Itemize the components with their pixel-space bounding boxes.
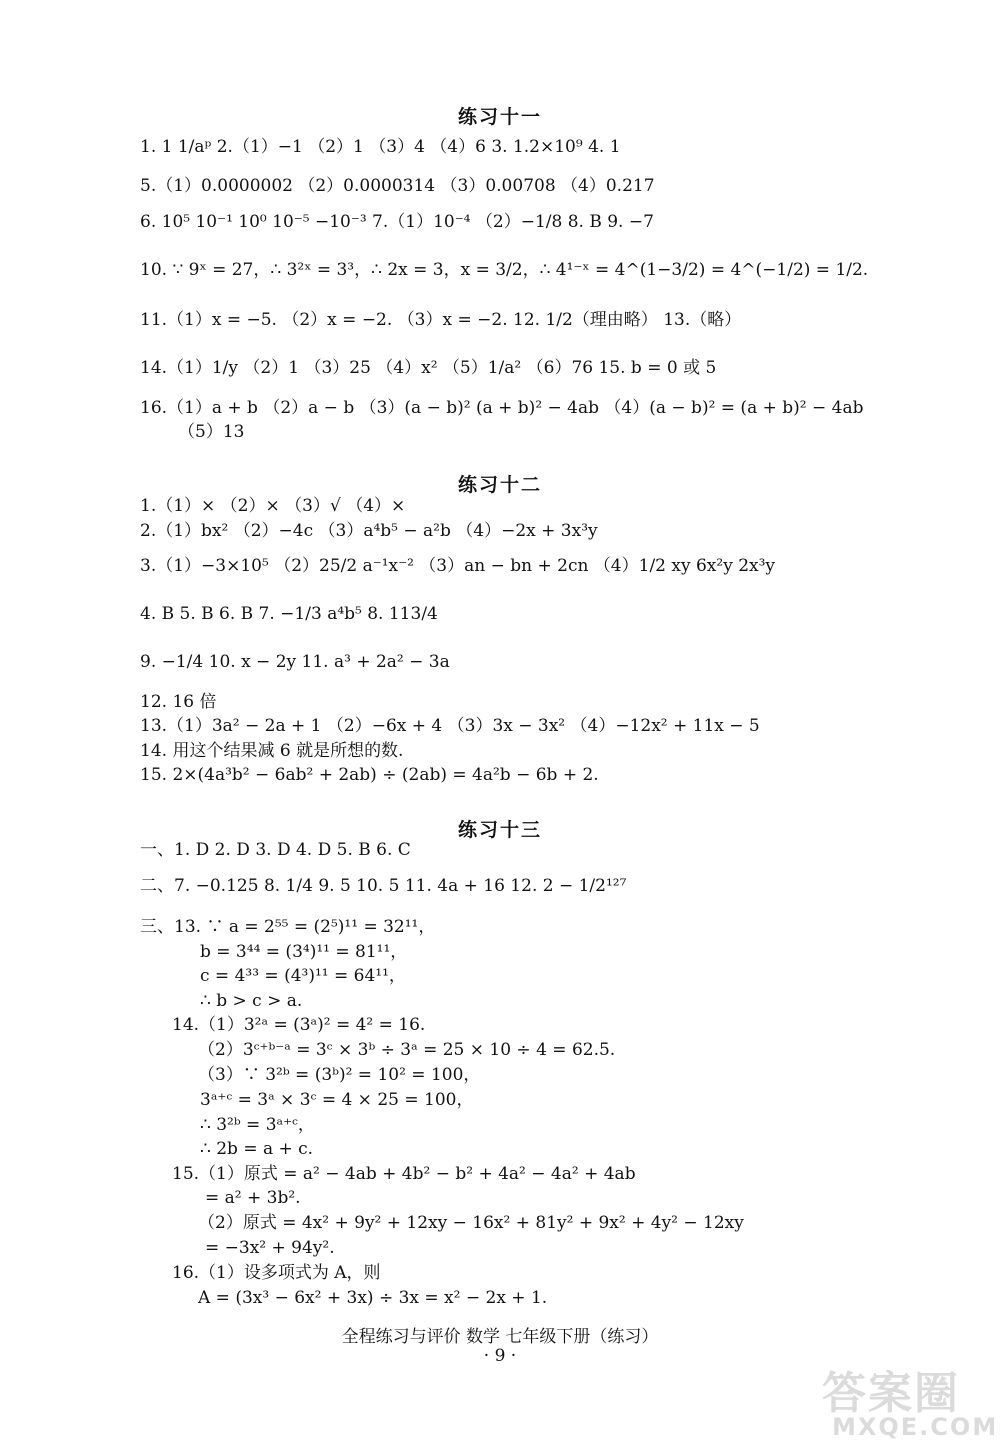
answer-line: （2）原式 = 4x² + 9y² + 12xy − 16x² + 81y² + 9x² + 4y² − 12xy (198, 1213, 744, 1233)
answer-line: 2.（1）bx² （2）−4c （3）a⁴b⁵ − a²b （4）−2x + 3x³y (140, 521, 598, 541)
answer-line: （3）∵ 3²ᵇ = (3ᵇ)² = 10² = 100， (198, 1065, 481, 1085)
answer-line: 14. 用这个结果减 6 就是所想的数. (140, 741, 404, 761)
answer-line: 三、13. ∵ a = 2⁵⁵ = (2⁵)¹¹ = 32¹¹， (140, 917, 436, 937)
page-number: · 9 · (483, 1346, 517, 1366)
answer-line: c = 4³³ = (4³)¹¹ = 64¹¹， (200, 966, 406, 986)
answer-line: 3.（1）−3×10⁵ （2）25/2 a⁻¹x⁻² （3）an − bn + 2cn （4）1/2 xy 6x²y 2x³y (140, 556, 776, 576)
answer-line: 14.（1）1/y （2）1 （3）25 （4）x² （5）1/a² （6）76 15. b = 0 或 5 (140, 358, 717, 378)
answer-line: 13.（1）3a² − 2a + 1 （2）−6x + 4 （3）3x − 3x² （4）−12x² + 11x − 5 (140, 716, 760, 736)
answer-line: 1.（1）× （2）× （3）√ （4）× (140, 496, 406, 516)
answer-line: 10. ∵ 9ˣ = 27，∴ 3²ˣ = 3³，∴ 2x = 3，x = 3/2，∴ 4¹⁻ˣ = 4^(1−3/2) = 4^(−1/2) = 1/2. (140, 260, 869, 280)
answer-line: 12. 16 倍 (140, 692, 217, 712)
answer-line: 16.（1）设多项式为 A，则 (172, 1263, 381, 1283)
section-title-11: 练习十一 (457, 106, 542, 128)
watermark-main: 答案圈 (822, 1368, 960, 1419)
section-title-12: 练习十二 (457, 474, 542, 496)
answer-line: （2）3ᶜ⁺ᵇ⁻ᵃ = 3ᶜ × 3ᵇ ÷ 3ᵃ = 25 × 10 ÷ 4 = 62.5. (198, 1040, 616, 1060)
watermark-logo (812, 1355, 999, 1445)
answer-line: 9. −1/4 10. x − 2y 11. a³ + 2a² − 3a (140, 652, 450, 672)
answer-line: ∴ 2b = a + c. (200, 1139, 314, 1159)
answer-line: 11.（1）x = −5. （2）x = −2. （3）x = −2. 12. 1/2（理由略） 13.（略） (140, 310, 742, 330)
answer-line: 4. B 5. B 6. B 7. −1/3 a⁴b⁵ 8. 113/4 (140, 604, 438, 624)
answer-line: 5.（1）0.0000002 （2）0.0000314 （3）0.00708 （4）0.217 (140, 176, 655, 196)
answer-line: = a² + 3b². (205, 1188, 301, 1208)
answer-line: = −3x² + 94y². (205, 1238, 335, 1258)
answer-line: 二、7. −0.125 8. 1/4 9. 5 10. 5 11. 4a + 16 12. 2 − 1/2¹²⁷ (140, 876, 627, 896)
answer-line: A = (3x³ − 6x² + 3x) ÷ 3x = x² − 2x + 1. (198, 1288, 548, 1308)
answer-line: （5）13 (178, 422, 245, 442)
answer-line: 16.（1）a + b （2）a − b （3）(a − b)² (a + b)² − 4ab （4）(a − b)² = (a + b)² − 4ab (140, 398, 864, 418)
answer-line: 1. 1 1/aᵖ 2.（1）−1 （2）1 （3）4 （4）6 3. 1.2×10⁹ 4. 1 (140, 137, 621, 157)
answer-line: 14.（1）3²ᵃ = (3ᵃ)² = 4² = 16. (172, 1015, 426, 1035)
answer-line: 15.（1）原式 = a² − 4ab + 4b² − b² + 4a² − 4a² + 4ab (172, 1164, 636, 1184)
answer-line: 一、1. D 2. D 3. D 4. D 5. B 6. C (140, 840, 411, 860)
watermark-sub: MXQE.COM (832, 1413, 999, 1441)
answer-line: ∴ 3²ᵇ = 3ᵃ⁺ᶜ， (200, 1115, 315, 1135)
footer-book-title: 全程练习与评价 数学 七年级下册（练习） (341, 1327, 659, 1347)
section-title-13: 练习十三 (457, 819, 542, 841)
answer-line: ∴ b > c > a. (200, 991, 303, 1011)
answer-line: b = 3⁴⁴ = (3⁴)¹¹ = 81¹¹， (200, 942, 408, 962)
answer-line: 6. 10⁵ 10⁻¹ 10⁰ 10⁻⁵ −10⁻³ 7.（1）10⁻⁴ （2）−1/8 8. B 9. −7 (140, 212, 654, 232)
answer-line: 3ᵃ⁺ᶜ = 3ᵃ × 3ᶜ = 4 × 25 = 100， (200, 1090, 474, 1110)
answer-line: 15. 2×(4a³b² − 6ab² + 2ab) ÷ (2ab) = 4a²b − 6b + 2. (140, 765, 599, 785)
